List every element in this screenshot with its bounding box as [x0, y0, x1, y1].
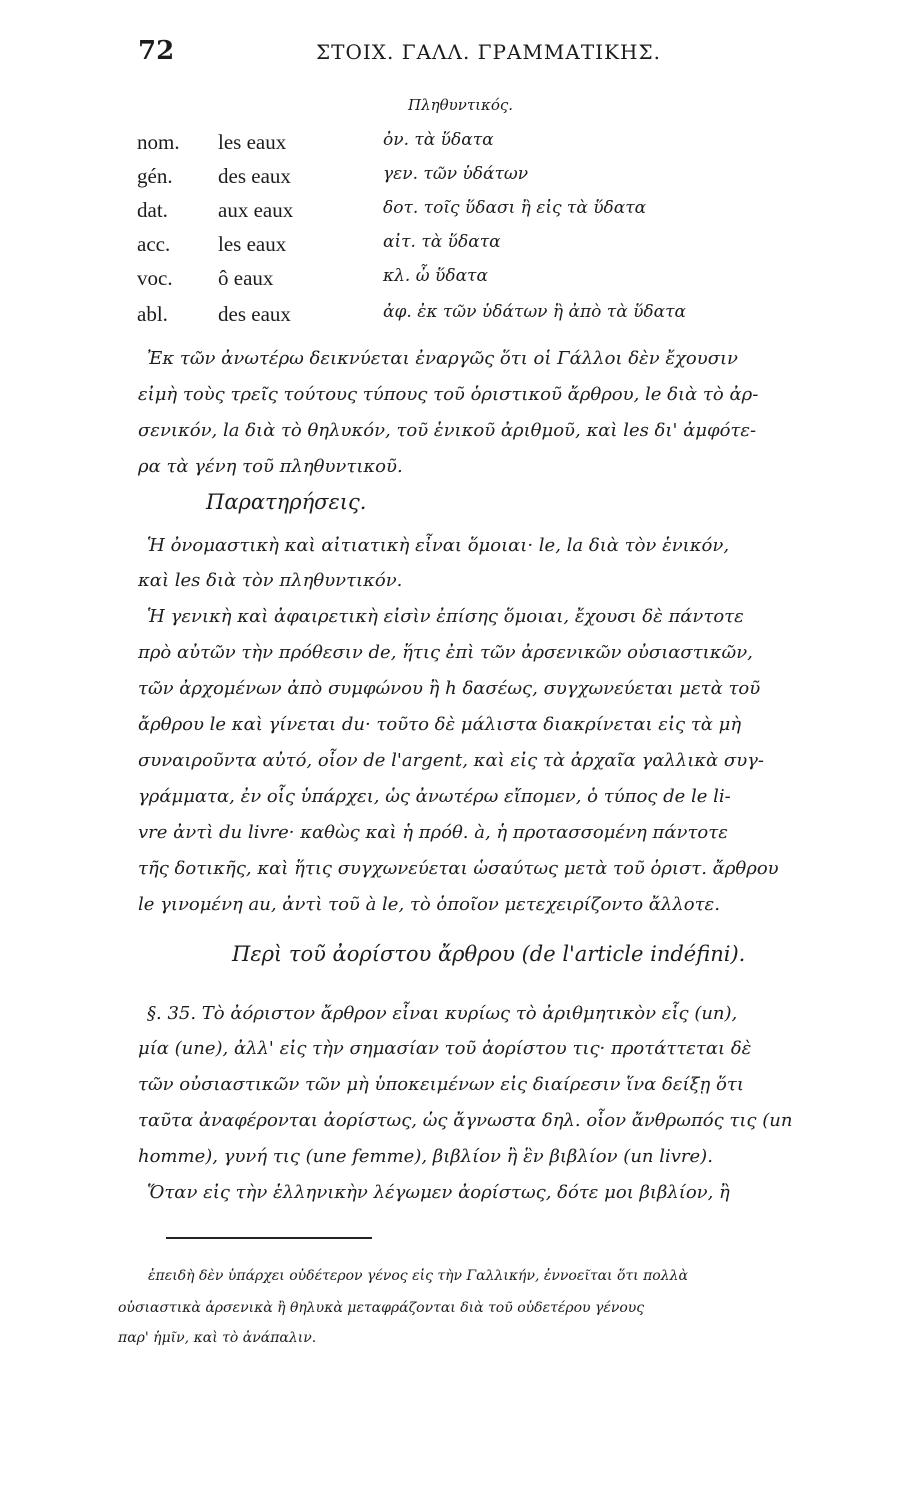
text-line: καὶ les διὰ τὸν πληθυντικόν.: [138, 570, 403, 591]
text-line: vre ἀντὶ du livre· καθὼς καὶ ἡ πρόθ. à, ἡ προτασσομένη πάντοτε: [138, 822, 728, 843]
case-label: voc.: [137, 266, 173, 290]
declension-row: [0, 164, 901, 196]
french-form: des eaux: [218, 302, 291, 326]
footnote-line: ἐπειδὴ δὲν ὑπάρχει οὐδέτερον γένος εἰς τὴν Γαλλικήν, ἐννοεῖται ὅτι πολλὰ: [148, 1268, 688, 1284]
text-line: μία (une), ἀλλ' εἰς τὴν σημασίαν τοῦ ἀορίστου τις· προτάττεται δὲ: [138, 1038, 752, 1059]
greek-form: ἀφ. ἐκ τῶν ὑδάτων ἢ ἀπὸ τὰ ὕδατα: [383, 302, 687, 322]
text-line: §. 35. Τὸ ἀόριστον ἄρθρον εἶναι κυρίως τὸ ἀριθμητικὸν εἷς (un),: [147, 1003, 738, 1024]
text-line: ρα τὰ γένη τοῦ πληθυντικοῦ.: [138, 456, 403, 477]
greek-form: γεν. τῶν ὑδάτων: [383, 164, 529, 184]
text-line: εἰμὴ τοὺς τρεῖς τούτους τύπους τοῦ ὁριστικοῦ ἄρθρου, le διὰ τὸ ἀρ-: [138, 384, 759, 405]
footnote-line: οὐσιαστικὰ ἀρσενικὰ ἢ θηλυκὰ μεταφράζονται διὰ τοῦ οὐδετέρου γένους: [118, 1300, 645, 1316]
text-line: τῆς δοτικῆς, καὶ ἥτις συγχωνεύεται ὡσαύτως μετὰ τοῦ ὁριστ. ἄρθρου: [138, 858, 779, 879]
greek-form: κλ. ὦ ὕδατα: [383, 266, 488, 286]
declension-row: [0, 130, 901, 162]
declension-row: [0, 232, 901, 264]
text-line: σενικόν, la διὰ τὸ θηλυκόν, τοῦ ἑνικοῦ ἀριθμοῦ, καὶ les δι' ἀμφότε-: [138, 420, 757, 441]
declension-row: [0, 302, 901, 334]
french-form: les eaux: [218, 130, 287, 154]
plural-title: Πληθυντικός.: [408, 96, 514, 114]
text-line: τῶν ἀρχομένων ἀπὸ συμφώνου ἢ h δασέως, συγχωνεύεται μετὰ τοῦ: [138, 678, 761, 699]
observations-heading: Παρατηρήσεις.: [206, 490, 367, 514]
running-title: ΣΤΟΙΧ. ΓΑΛΛ. ΓΡΑΜΜΑΤΙΚΗΣ.: [316, 40, 661, 64]
french-form: les eaux: [218, 232, 287, 256]
case-label: dat.: [137, 198, 168, 222]
text-line: le γινομένη au, ἀντὶ τοῦ à le, τὸ ὁποῖον μετεχειρίζοντο ἄλλοτε.: [138, 894, 720, 915]
french-form: des eaux: [218, 164, 291, 188]
text-line: homme), γυνή τις (une femme), βιβλίον ἢ ἓν βιβλίον (un livre).: [138, 1146, 713, 1167]
greek-form: δοτ. τοῖς ὕδασι ἢ εἰς τὰ ὕδατα: [383, 198, 647, 218]
case-label: acc.: [137, 232, 171, 256]
french-form: ô eaux: [218, 266, 274, 290]
section-heading: Περὶ τοῦ ἀορίστου ἄρθρου (de l'article indéfini).: [232, 942, 746, 966]
text-line: πρὸ αὐτῶν τὴν πρόθεσιν de, ἥτις ἐπὶ τῶν ἀρσενικῶν οὐσιαστικῶν,: [138, 642, 753, 663]
declension-row: [0, 198, 901, 230]
text-line: Ὅταν εἰς τὴν ἑλληνικὴν λέγωμεν ἀορίστως, δότε μοι βιβλίον, ἢ: [147, 1182, 730, 1203]
greek-form: αἰτ. τὰ ὕδατα: [383, 232, 501, 252]
french-form: aux eaux: [218, 198, 294, 222]
text-line: τῶν οὐσιαστικῶν τῶν μὴ ὑποκειμένων εἰς διαίρεσιν ἵνα δείξῃ ὅτι: [138, 1074, 744, 1095]
page-number: 72: [138, 36, 175, 66]
case-label: gén.: [137, 164, 173, 188]
greek-form: ὀν. τὰ ὕδατα: [383, 130, 494, 150]
text-line: ἄρθρου le καὶ γίνεται du· τοῦτο δὲ μάλιστα διακρίνεται εἰς τὰ μὴ: [138, 714, 742, 735]
text-line: Ἡ γενικὴ καὶ ἀφαιρετικὴ εἰσὶν ἐπίσης ὅμοιαι, ἔχουσι δὲ πάντοτε: [147, 606, 744, 627]
case-label: abl.: [137, 302, 168, 326]
text-line: ταῦτα ἀναφέρονται ἀορίστως, ὡς ἄγνωστα δηλ. οἷον ἄνθρωπός τις (un: [138, 1110, 793, 1131]
footnote-line: παρ' ἡμῖν, καὶ τὸ ἀνάπαλιν.: [118, 1330, 317, 1346]
declension-row: [0, 266, 901, 298]
footnote-separator: [166, 1237, 372, 1239]
text-line: συναιροῦντα αὐτό, οἷον de l'argent, καὶ εἰς τὰ ἀρχαῖα γαλλικὰ συγ-: [138, 750, 765, 771]
text-line: Ἐκ τῶν ἀνωτέρω δεικνύεται ἐναργῶς ὅτι οἱ Γάλλοι δὲν ἔχουσιν: [147, 348, 738, 369]
text-line: Ἡ ὀνομαστικὴ καὶ αἰτιατικὴ εἶναι ὅμοιαι· le, la διὰ τὸν ἑνικόν,: [147, 535, 730, 556]
text-line: γράμματα, ἐν οἷς ὑπάρχει, ὡς ἀνωτέρω εἴπομεν, ὁ τύπος de le li-: [138, 786, 731, 807]
case-label: nom.: [137, 130, 180, 154]
